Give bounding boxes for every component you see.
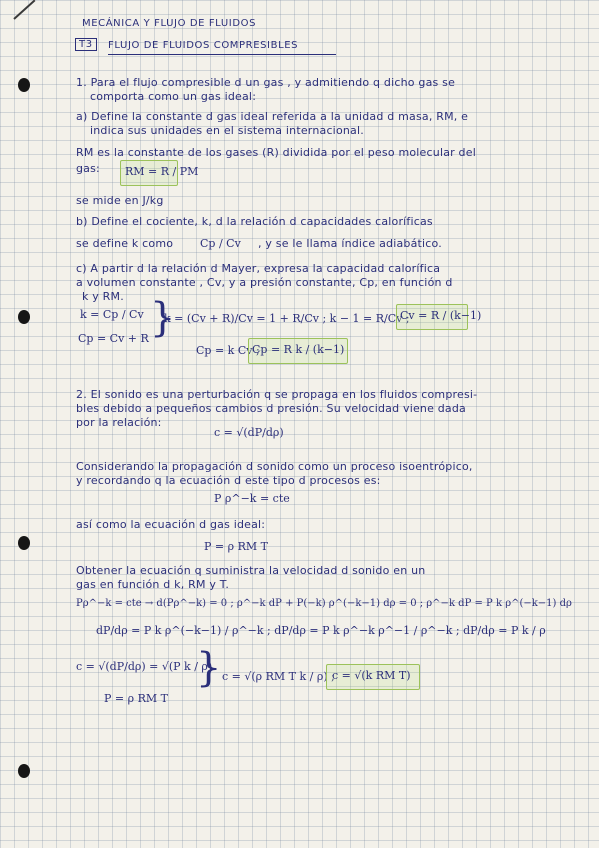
topic-title: FLUJO DE FLUIDOS COMPRESIBLES bbox=[108, 40, 299, 51]
q2-consider-line2: y recordando q la ecuación d este tipo d procesos es: bbox=[76, 474, 381, 487]
q1a-line2: indica sus unidades en el sistema internacional. bbox=[90, 124, 364, 137]
q1b-line1: b) Define el cociente, k, d la relación d capacidades caloríficas bbox=[76, 215, 433, 228]
cp-result: Cp = R k / (k−1) bbox=[252, 343, 345, 356]
sound-speed-result: c = √(k RM T) bbox=[332, 669, 411, 682]
q2-consider-line1: Considerando la propagación d sonido como un proceso isoentrópico, bbox=[76, 460, 473, 473]
binder-hole bbox=[18, 310, 30, 324]
q1a-line1: a) Define la constante d gas ideal referida a la unidad d masa, RM, e bbox=[76, 110, 469, 123]
q2-intro-line1: 2. El sonido es una perturbación q se propaga en los fluidos compresi- bbox=[76, 388, 478, 401]
topic-number: T3 bbox=[75, 38, 97, 51]
k-definition: k = Cp / Cv bbox=[80, 308, 144, 321]
derivation-step2: dP/dρ = P k ρ^(−k−1) / ρ^−k ; dP/dρ = P k ρ^−k ρ^−1 / ρ^−k ; dP/dρ = P k / ρ bbox=[96, 624, 546, 637]
q1c-line3: k y RM. bbox=[82, 290, 124, 303]
rm-formula: RM = R / PM bbox=[125, 165, 199, 178]
q1c-line2: a volumen constante , Cv, y a presión constante, Cp, en función d bbox=[76, 276, 453, 289]
topic-underline bbox=[108, 54, 336, 55]
q1-intro-line2: comporta como un gas ideal: bbox=[90, 90, 257, 103]
subject-title: MECÁNICA Y FLUJO DE FLUIDOS bbox=[82, 18, 257, 29]
q2-intro-line2: bles debido a pequeños cambios d presión. Su velocidad viene dada bbox=[76, 402, 466, 415]
q2-obtain-line1: Obtener la ecuación q suministra la velocidad d sonido en un bbox=[76, 564, 426, 577]
binder-hole bbox=[18, 78, 30, 92]
isentropic-equation: P ρ^−k = cte bbox=[214, 492, 290, 505]
mayer-relation: Cp = Cv + R bbox=[78, 332, 149, 345]
q2-intro-line3: por la relación: bbox=[76, 416, 162, 429]
q1b-answer-a: se define k como bbox=[76, 237, 174, 250]
q1b-answer-b: , y se le llama índice adiabático. bbox=[258, 237, 442, 250]
cp-kcv: Cp = k Cv ; bbox=[196, 344, 260, 357]
cv-result: Cv = R / (k−1) bbox=[400, 309, 482, 322]
derivation-step3a: c = √(dP/dρ) = √(P k / ρ) bbox=[76, 660, 213, 673]
binder-hole bbox=[18, 536, 30, 550]
sound-speed-definition: c = √(dP/dρ) bbox=[214, 426, 284, 439]
q1a-answer-line2: gas: bbox=[76, 162, 100, 175]
cv-derivation: k = (Cv + R)/Cv = 1 + R/Cv ; k − 1 = R/Cv ; bbox=[164, 312, 410, 325]
k-fraction: Cp / Cv bbox=[200, 237, 241, 250]
margin-pen-mark bbox=[13, 0, 35, 20]
derivation-step4: P = ρ RM T bbox=[104, 692, 168, 705]
ideal-gas-equation: P = ρ RM T bbox=[204, 540, 268, 553]
brace: } bbox=[196, 645, 222, 691]
derivation-step1: Pρ^−k = cte → d(Pρ^−k) = 0 ; ρ^−k dP + P(−k) ρ^(−k−1) dρ = 0 ; ρ^−k dP = P k ρ^(−k−1) dρ bbox=[76, 598, 572, 609]
gas-ideal-text: así como la ecuación d gas ideal: bbox=[76, 518, 266, 531]
derivation-step3b: c = √(ρ RM T k / ρ) ; bbox=[222, 670, 335, 683]
brace: } bbox=[150, 295, 176, 341]
binder-hole bbox=[18, 764, 30, 778]
q1c-line1: c) A partir d la relación d Mayer, expresa la capacidad calorífica bbox=[76, 262, 441, 275]
q2-obtain-line2: gas en función d k, RM y T. bbox=[76, 578, 230, 591]
rm-units: se mide en J/kg bbox=[76, 194, 164, 207]
q1a-answer-line1: RM es la constante de los gases (R) dividida por el peso molecular del bbox=[76, 146, 476, 159]
q1-intro-line1: 1. Para el flujo compresible d un gas , y admitiendo q dicho gas se bbox=[76, 76, 456, 89]
